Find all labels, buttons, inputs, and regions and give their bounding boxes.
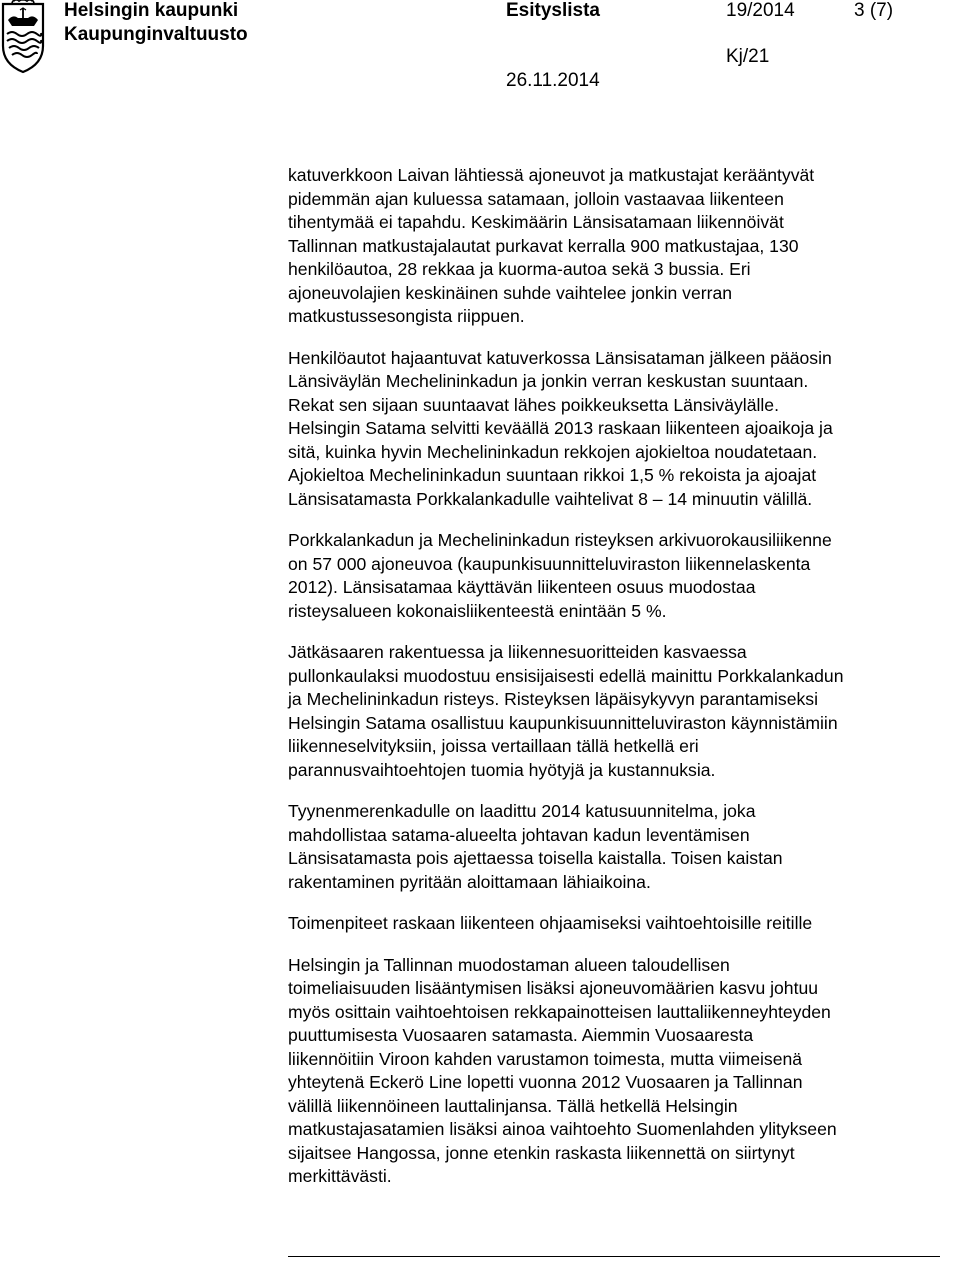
header-doc-type: Esityslista	[506, 0, 600, 21]
header-doc-number: 19/2014	[726, 0, 795, 21]
paragraph: Tyynenmerenkadulle on laadittu 2014 katusuunnitelma, joka mahdollistaa satama-alueelta johtavan kadun leventämisen Länsisatamasta pois ajettaessa toisella kaistalla. Toisen kaistan rakentaminen pyritään aloittamaan lähiaikoina.	[288, 801, 783, 892]
paragraph: Helsingin ja Tallinnan muodostaman alueen taloudellisen toimeliaisuuden lisääntymisen lisäksi ajoneuvomäärien kasvu johtuu myös osittain vaihtoehtoisen rekkapainotteisen lauttaliikenneyhteyden puuttumisesta Vuosaaren satamasta. Aiemmin Vuosaaresta liikennöitiin Viroon kahden varustamon toimesta, mutta viimeisenä yhteytenä Eckerö Line lopetti vuonna 2012 Vuosaaren ja Tallinnan välillä liikennöineen lauttalinjansa. Tällä hetkellä Helsingin matkustajasatamien lisäksi ainoa vaihtoehto Suomenlahden ylitykseen sijaitsee Hangossa, jonne etenkin raskasta liikennettä on siirtynyt merkittävästi.	[288, 954, 837, 1186]
paragraph: Henkilöautot hajaantuvat katuverkossa Länsisataman jälkeen pääosin Länsiväylän Mechelininkadun ja jonkin verran keskustan suuntaan. Rekat sen sijaan suuntaavat lähes poikkeuksetta Länsiväylälle. Helsingin Satama selvitti keväällä 2013 raskaan liikenteen ajoaikoja ja sitä, kuinka hyvin Mechelininkadun rekkojen ajokieltoa noudatetaan. Ajokieltoa Mechelininkadun suuntaan rikkoi 1,5 % rekoista ja ajoajat Länsisatamasta Porkkalankadulle vaihtelivat 8 – 14 minuutin välillä.	[288, 347, 833, 509]
header-page-number: 3 (7)	[854, 0, 894, 21]
paragraph: katuverkkoon Laivan lähtiessä ajoneuvot ja matkustajat kerääntyvät pidemmän ajan kuluessa satamaan, jolloin vastaavaa liikenteen tihentymää ei tapahdu. Keskimäärin Länsisatamaan liikennöivät Tallinnan matkustajalautat purkavat kerralla 900 matkustajaa, 130 henkilöautoa, 28 rekkaa ja kuorma-autoa sekä 3 bussia. Eri ajoneuvolajien keskinäinen suhde vaihtelee jonkin verran matkustussesongista riippuen.	[288, 165, 815, 326]
header-org: Helsingin kaupunki	[64, 0, 239, 21]
header-date: 26.11.2014	[506, 70, 600, 91]
section-heading: Toimenpiteet raskaan liikenteen ohjaamiseksi vaihtoehtoisille reitille	[288, 913, 813, 933]
footer-divider	[288, 1256, 940, 1257]
document-body	[288, 164, 952, 1207]
header-body: Kaupunginvaltuusto	[64, 24, 248, 45]
header-item-code: Kj/21	[726, 46, 770, 67]
helsinki-coat-of-arms-logo	[0, 0, 46, 74]
paragraph: Porkkalankadun ja Mechelininkadun risteyksen arkivuorokausiliikenne on 57 000 ajoneuvoa (kaupunkisuunnitteluviraston liikennelaskenta 2012). Länsisatamaa käyttävän liikenteen osuus muodostaa risteysalueen kokonaisliikenteestä enintään 5 %.	[288, 530, 832, 621]
paragraph: Jätkäsaaren rakentuessa ja liikennesuoritteiden kasvaessa pullonkaulaksi muodostuu ensisijaisesti edellä mainittu Porkkalankadun ja Mechelininkadun risteys. Risteyksen läpäisykyvyn parantamiseksi Helsingin Satama osallistuu kaupunkisuunnitteluviraston käynnistämiin liikenneselvityksiin, joissa vertaillaan tällä hetkellä eri parannusvaihtoehtojen tuomia hyötyjä ja kustannuksia.	[288, 642, 844, 780]
